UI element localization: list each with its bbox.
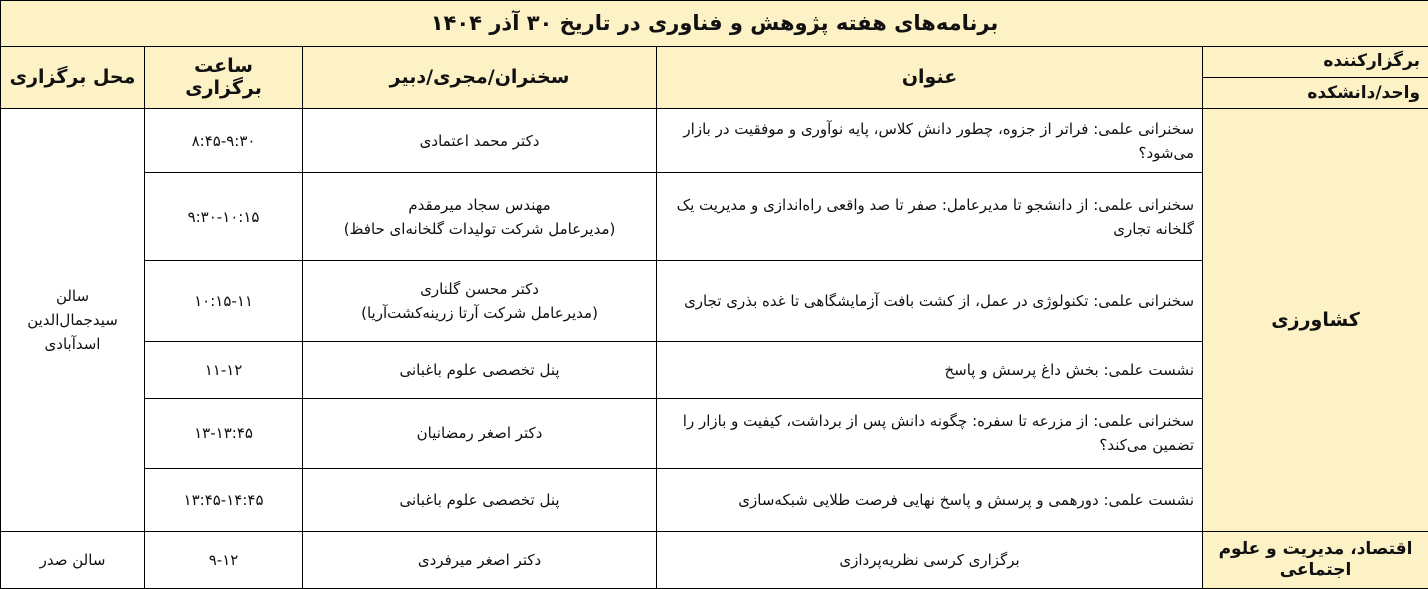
topic-cell: سخنرانی علمی: از مزرعه تا سفره: چگونه دانش پس از برداشت، کیفیت و بازار را تضمین می‌کند؟	[657, 398, 1203, 468]
venue-cell: سالن صدر	[1, 532, 145, 589]
topic-cell: نشست علمی: دورهمی و پرسش و پاسخ نهایی فرصت طلایی شبکه‌سازی	[657, 468, 1203, 532]
header-time: ساعت برگزاری	[145, 46, 303, 109]
header-topic: عنوان	[657, 46, 1203, 109]
topic-cell: نشست علمی: بخش داغ پرسش و پاسخ	[657, 342, 1203, 399]
header-organizer: برگزارکننده	[1203, 46, 1428, 77]
organizer-cell: اقتصاد، مدیریت و علوم اجتماعی	[1203, 532, 1428, 589]
speaker-name: دکتر اصغر میرفردی	[417, 551, 542, 570]
speaker-name: پنل تخصصی علوم باغبانی	[399, 490, 560, 509]
topic-cell: برگزاری کرسی نظریه‌پردازی	[657, 532, 1203, 589]
speaker-name: دکتر اصغر رمضانیان	[416, 424, 543, 443]
speaker-note: (مدیرعامل شرکت آرتا زرینه‌کشت‌آریا)	[361, 304, 598, 323]
speaker-cell	[303, 468, 657, 532]
time-cell: ۱۰:۱۵-۱۱	[145, 261, 303, 342]
page-title: برنامه‌های هفته پژوهش و فناوری در تاریخ ۳۰ آذر ۱۴۰۴	[1, 1, 1428, 47]
speaker-cell	[303, 398, 657, 468]
speaker-cell	[303, 342, 657, 399]
venue-cell: سالن سیدجمال‌الدین اسدآبادی	[1, 109, 145, 532]
speaker-name: مهندس سجاد میرمقدم	[408, 195, 551, 214]
speaker-cell	[303, 173, 657, 261]
time-cell: ۸:۴۵-۹:۳۰	[145, 109, 303, 173]
time-cell: ۹-۱۲	[145, 532, 303, 589]
speaker-name: دکتر محمد اعتمادی	[419, 131, 540, 150]
time-cell: ۹:۳۰-۱۰:۱۵	[145, 173, 303, 261]
table-row	[1, 532, 1428, 589]
header-unit: واحد/دانشکده	[1203, 77, 1428, 108]
organizer-cell: کشاورزی	[1203, 109, 1428, 532]
time-cell: ۱۳-۱۳:۴۵	[145, 398, 303, 468]
topic-cell: سخنرانی علمی: تکنولوژی در عمل، از کشت بافت آزمایشگاهی تا غده بذری تجاری	[657, 261, 1203, 342]
speaker-cell	[303, 109, 657, 173]
table-row	[1, 109, 1428, 173]
speaker-cell	[303, 532, 657, 589]
topic-cell: سخنرانی علمی: فراتر از جزوه، چطور دانش کلاس، پایه نوآوری و موفقیت در بازار می‌شود؟	[657, 109, 1203, 173]
header-venue: محل برگزاری	[1, 46, 145, 109]
speaker-note: (مدیرعامل شرکت تولیدات گلخانه‌ای حافظ)	[343, 219, 616, 238]
speaker-cell	[303, 261, 657, 342]
topic-cell: سخنرانی علمی: از دانشجو تا مدیرعامل: صفر تا صد واقعی راه‌اندازی و مدیریت یک گلخانه تجاری	[657, 173, 1203, 261]
time-cell: ۱۱-۱۲	[145, 342, 303, 399]
time-cell: ۱۳:۴۵-۱۴:۴۵	[145, 468, 303, 532]
speaker-name: دکتر محسن گلناری	[420, 280, 539, 299]
speaker-name: پنل تخصصی علوم باغبانی	[399, 360, 560, 379]
header-speaker: سخنران/مجری/دبیر	[303, 46, 657, 109]
